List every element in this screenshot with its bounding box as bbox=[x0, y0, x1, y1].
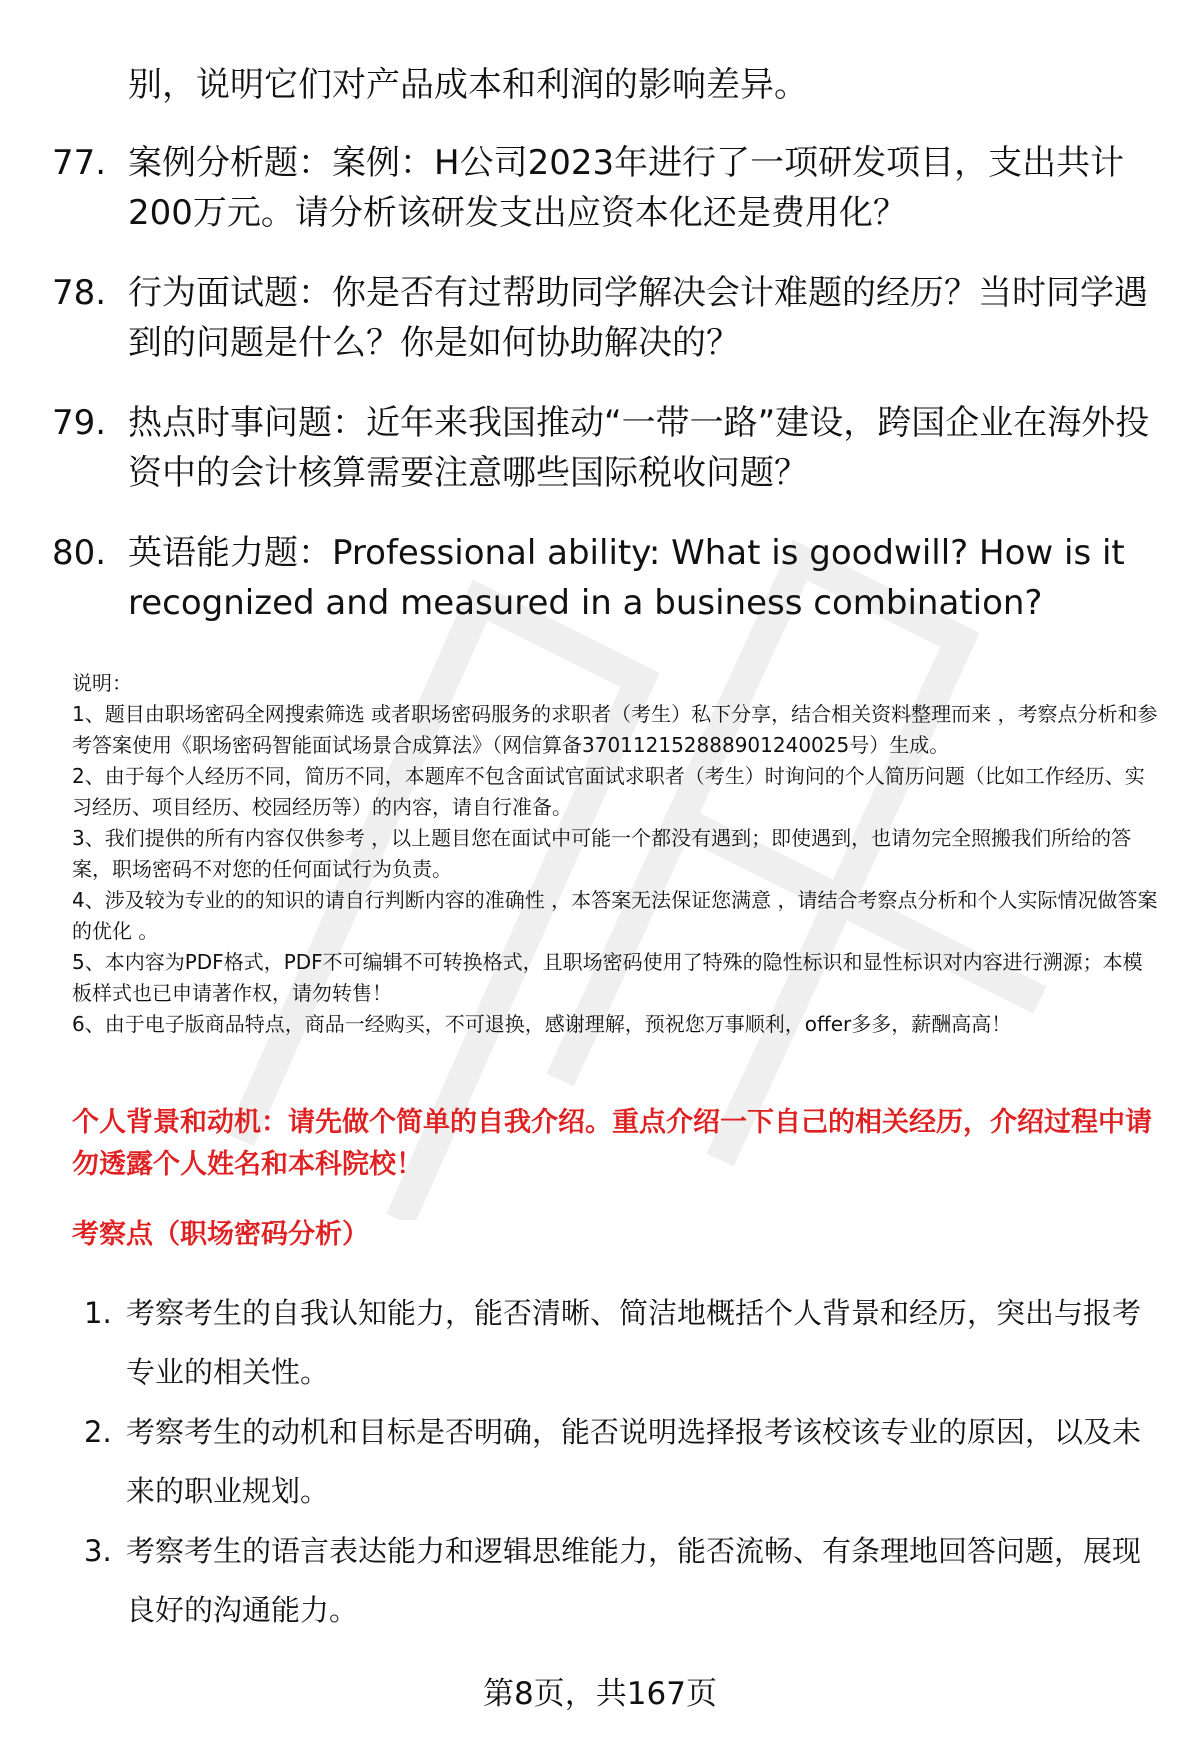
points-heading: 考察点（职场密码分析） bbox=[72, 1219, 369, 1250]
question-text: 英语能力题：Professional ability: What is goodwill? How is it recognized and measured in a business combination? bbox=[128, 533, 1125, 623]
point-number: 2. bbox=[84, 1415, 112, 1449]
point-number: 1. bbox=[84, 1296, 112, 1330]
question-item bbox=[52, 268, 1162, 368]
section-question: 个人背景和动机：请先做个简单的自我介绍。重点介绍一下自己的相关经历，介绍过程中请勿透露个人姓名和本科院校！ bbox=[72, 1107, 1152, 1180]
point-item bbox=[72, 1284, 1162, 1402]
question-item bbox=[52, 138, 1162, 238]
notes-line: 2、由于每个人经历不同，简历不同，本题库不包含面试官面试求职者（考生）时询问的个人简历问题（比如工作经历、实习经历、项目经历、校园经历等）的内容，请自行准备。 bbox=[72, 764, 1145, 819]
notes-line: 5、本内容为PDF格式，PDF不可编辑不可转换格式，且职场密码使用了特殊的隐性标识和显性标识对内容进行溯源；本模板样式也已申请著作权，请勿转售！ bbox=[72, 950, 1143, 1005]
question-continuation bbox=[52, 60, 1162, 110]
question-item bbox=[52, 398, 1162, 498]
point-text: 考察考生的语言表达能力和逻辑思维能力，能否流畅、有条理地回答问题，展现良好的沟通能力。 bbox=[126, 1534, 1142, 1627]
question-list bbox=[52, 60, 1162, 658]
notes-line: 1、题目由职场密码全网搜索筛选 或者职场密码服务的求职者（考生）私下分享，结合相关资料整理而来 ，考察点分析和参考答案使用《职场密码智能面试场景合成算法》（网信算备370112152888901240025号）生成。 bbox=[72, 702, 1158, 757]
notes-block bbox=[72, 668, 1162, 1040]
notes-title: 说明： bbox=[72, 671, 132, 695]
notes-line: 4、涉及较为专业的的知识的请自行判断内容的准确性 ，本答案无法保证您满意 ，请结合考察点分析和个人实际情况做答案的优化 。 bbox=[72, 888, 1158, 943]
question-text: 热点时事问题：近年来我国推动“一带一路”建设，跨国企业在海外投资中的会计核算需要注意哪些国际税收问题？ bbox=[128, 403, 1150, 493]
question-number: 79. bbox=[52, 403, 107, 443]
question-number: 80. bbox=[52, 533, 107, 573]
point-text: 考察考生的自我认知能力，能否清晰、简洁地概括个人背景和经历，突出与报考专业的相关性。 bbox=[126, 1296, 1142, 1389]
question-number: 78. bbox=[52, 273, 107, 313]
question-item bbox=[52, 528, 1162, 628]
question-continuation-text: 别，说明它们对产品成本和利润的影响差异。 bbox=[128, 65, 808, 105]
notes-line: 3、我们提供的所有内容仅供参考 ，以上题目您在面试中可能一个都没有遇到；即使遇到，也请勿完全照搬我们所给的答案，职场密码不对您的任何面试行为负责。 bbox=[72, 826, 1132, 881]
point-item bbox=[72, 1522, 1162, 1640]
page-footer: 第8页，共167页 bbox=[483, 1676, 717, 1712]
point-number: 3. bbox=[84, 1534, 112, 1568]
question-number: 77. bbox=[52, 143, 107, 183]
notes-line: 6、由于电子版商品特点，商品一经购买，不可退换，感谢理解，预祝您万事顺利，offer多多，薪酬高高！ bbox=[72, 1012, 1012, 1036]
point-item bbox=[72, 1403, 1162, 1521]
question-text: 行为面试题：你是否有过帮助同学解决会计难题的经历？当时同学遇到的问题是什么？你是如何协助解决的？ bbox=[128, 273, 1148, 363]
point-text: 考察考生的动机和目标是否明确，能否说明选择报考该校该专业的原因，以及未来的职业规划。 bbox=[126, 1415, 1142, 1508]
points-list bbox=[72, 1284, 1162, 1641]
question-text: 案例分析题：案例：H公司2023年进行了一项研发项目，支出共计200万元。请分析该研发支出应资本化还是费用化？ bbox=[128, 143, 1125, 233]
